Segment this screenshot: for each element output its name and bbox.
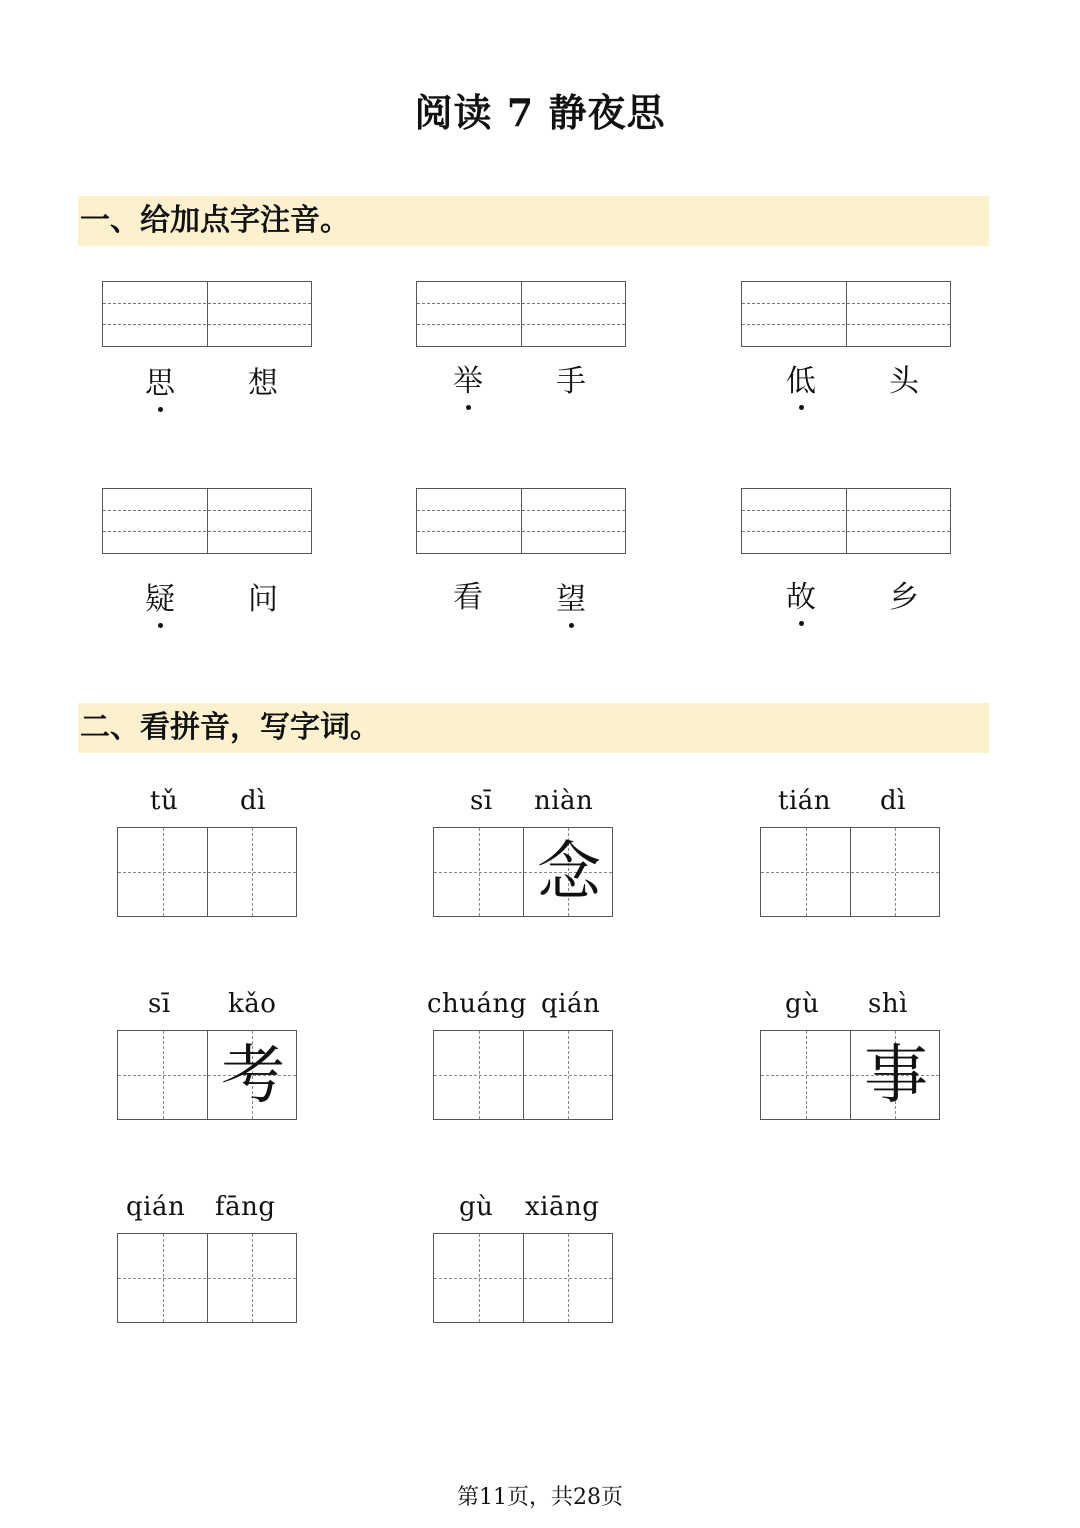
writing-grid[interactable]	[433, 1233, 613, 1323]
pinyin-label: dì	[240, 786, 266, 816]
emphasis-dot	[799, 621, 804, 626]
emphasis-dot	[569, 623, 574, 628]
pinyin-label: niàn	[534, 786, 594, 816]
word-char: 低	[781, 362, 821, 402]
word-char: 头	[889, 364, 919, 399]
pinyin-answer-box[interactable]	[416, 281, 626, 347]
word-char: 望	[551, 580, 591, 620]
pinyin-answer-box[interactable]	[741, 488, 951, 554]
emphasis-dot	[466, 405, 471, 410]
writing-grid[interactable]	[117, 827, 297, 917]
pinyin-label: gù	[785, 989, 820, 1019]
word-char: 手	[556, 364, 586, 399]
pinyin-label: chuáng	[427, 989, 527, 1019]
writing-grid[interactable]	[760, 1030, 940, 1120]
writing-grid[interactable]	[117, 1030, 297, 1120]
emphasis-dot	[158, 623, 163, 628]
pinyin-label: kǎo	[228, 989, 277, 1019]
emphasis-dot	[799, 405, 804, 410]
writing-grid[interactable]	[433, 827, 613, 917]
pinyin-label: dì	[880, 786, 906, 816]
pinyin-label: xiāng	[525, 1192, 600, 1222]
word-char: 想	[248, 366, 278, 401]
word-char: 举	[448, 362, 488, 402]
pinyin-label: tián	[778, 786, 832, 816]
pinyin-label: qián	[126, 1192, 186, 1222]
pinyin-label: qián	[541, 989, 601, 1019]
section-header-1: 一、给加点字注音。	[78, 196, 989, 246]
pinyin-label: fāng	[215, 1192, 276, 1222]
word-char: 思	[140, 364, 180, 404]
pinyin-label: sī	[470, 786, 493, 816]
page-footer: 第11页，共28页	[457, 1485, 623, 1510]
word-char: 乡	[889, 580, 919, 615]
pinyin-label: sī	[148, 989, 171, 1019]
pinyin-label: tǔ	[150, 786, 179, 816]
given-character: 考	[221, 1039, 285, 1113]
word-char: 疑	[140, 580, 180, 620]
given-character: 事	[864, 1039, 928, 1113]
emphasis-dot	[158, 407, 163, 412]
pinyin-answer-box[interactable]	[416, 488, 626, 554]
word-char: 看	[453, 580, 483, 615]
word-char: 问	[248, 582, 278, 617]
section-header-2: 二、看拼音，写字词。	[78, 703, 989, 753]
writing-grid[interactable]	[760, 827, 940, 917]
pinyin-answer-box[interactable]	[741, 281, 951, 347]
pinyin-label: shì	[868, 989, 908, 1019]
pinyin-answer-box[interactable]	[102, 281, 312, 347]
word-char: 故	[781, 578, 821, 618]
pinyin-label: gù	[459, 1192, 494, 1222]
page-title: 阅读 7 静夜思	[414, 90, 666, 135]
writing-grid[interactable]	[433, 1030, 613, 1120]
given-character: 念	[537, 836, 601, 910]
writing-grid[interactable]	[117, 1233, 297, 1323]
pinyin-answer-box[interactable]	[102, 488, 312, 554]
